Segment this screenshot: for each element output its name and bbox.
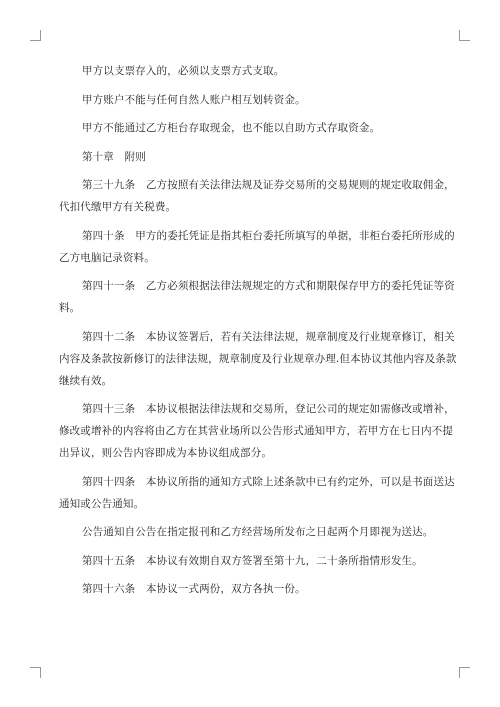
text-line: 继续有效。 xyxy=(59,374,113,387)
text-line: 第四十二条 本协议签署后，若有关法律法规，规章制度及行业规章修订，相关 xyxy=(82,330,455,343)
paragraph xyxy=(82,60,422,82)
text-line: 第十章 附则 xyxy=(82,150,146,163)
text-line: 内容及条款按新修订的法律法规，规章制度及行业规章办理.但本协议其他内容及条款 xyxy=(59,352,457,365)
text-line: 甲方账户不能与任何自然人账户相互划转资金。 xyxy=(82,93,306,106)
article-39 xyxy=(59,174,455,218)
article-46 xyxy=(82,578,422,600)
text-line: 甲方以支票存入的，必须以支票方式支取。 xyxy=(82,65,285,77)
article-44 xyxy=(59,471,455,515)
text-line: 甲方不能通过乙方柜台存取现金，也不能以自助方式存取资金。 xyxy=(82,122,381,134)
text-line: 公告通知自公告在指定报刊和乙方经营场所发布之日起两个月即视为送达。 xyxy=(82,526,434,538)
document-body xyxy=(59,60,457,607)
article-42 xyxy=(59,326,457,392)
text-line: 修改或增补的内容将由乙方在其营业场所以公告形式通知甲方，若甲方在七日内不提 xyxy=(59,425,454,437)
text-line: 第四十四条 本协议所指的通知方式除上述条款中已有约定外，可以是书面送达 xyxy=(82,475,455,488)
text-line: 通知或公告通知。 xyxy=(59,497,145,510)
paragraph xyxy=(82,89,422,111)
text-line: 第三十九条 乙方按照有关法律法规及证券交易所的交易规则的规定收取佣金， xyxy=(82,179,455,191)
text-line: 乙方电脑记录资料。 xyxy=(59,251,155,264)
crop-mark-bottom-left xyxy=(30,667,41,678)
article-45 xyxy=(82,550,422,572)
chapter-heading xyxy=(82,146,422,168)
paragraph xyxy=(82,117,422,139)
crop-mark-top-right xyxy=(459,30,470,41)
text-line: 第四十六条 本协议一式两份，双方各执一份。 xyxy=(82,583,306,595)
text-line: 料。 xyxy=(59,302,81,314)
text-line: 第四十一条 乙方必须根据法律法规规定的方式和期限保存甲方的委托凭证等资 xyxy=(82,280,455,292)
paragraph xyxy=(82,521,434,543)
text-line: 代扣代缴甲方有关税费。 xyxy=(59,201,177,213)
text-line: 第四十三条 本协议根据法律法规和交易所，登记公司的规定如需修改或增补， xyxy=(82,403,455,415)
crop-mark-bottom-right xyxy=(459,667,470,678)
article-43 xyxy=(59,398,455,464)
article-41 xyxy=(59,275,455,319)
article-40 xyxy=(59,225,455,269)
crop-mark-top-left xyxy=(30,30,41,41)
text-line: 第四十条 甲方的委托凭证是指其柜台委托所填写的单据，非柜台委托所形成的 xyxy=(82,229,455,242)
text-line: 出异议，则公告内容即成为本协议组成部分。 xyxy=(59,447,272,459)
text-line: 第四十五条 本协议有效期自双方签署至第十九，二十条所指情形发生。 xyxy=(82,554,423,567)
